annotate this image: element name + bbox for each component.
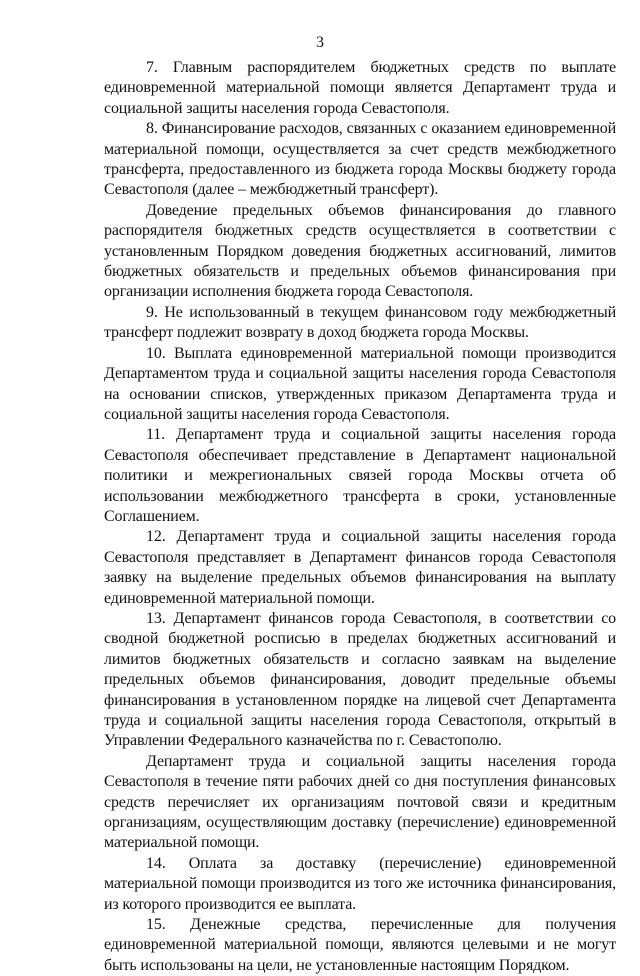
page-number: 3 [316,34,324,51]
paragraph-12: 12. Департамент труда и социальной защиты населения города Севастополя представляет в Департамент финансов города Севастополя заявку на выделение предельных объемов финансирования на выплату единовременной материальной помощи. [104,528,616,607]
paragraph-10: 10. Выплата единовременной материальной помощи производится Департаментом труда и социальной защиты населения города Севастополя на основании списков, утвержденных приказом Департамента труда и социальной защиты населения города Севастополя. [104,344,616,423]
paragraph-8: 8. Финансирование расходов, связанных с оказанием единовременной материальной помощи, осуществляется за счет средств межбюджетного трансферта, предоставленного из бюджета города Москвы бюджету города Севастополя (далее – межбюджетный трансферт). [104,120,616,199]
paragraph-11: 11. Департамент труда и социальной защиты населения города Севастополя обеспечивает представление в Департамент национальной политики и межрегиональных связей города Москвы отчета об использовании межбюджетного трансферта в сроки, установленные Соглашением. [104,426,616,525]
paragraph-9: 9. Не использованный в текущем финансовом году межбюджетный трансферт подлежит возврату в доход бюджета города Москвы. [104,303,616,342]
paragraph-7: 7. Главным распорядителем бюджетных средств по выплате единовременной материальной помощи является Департамент труда и социальной защиты населения города Севастополя. [104,59,616,117]
paragraph-14: 14. Оплата за доставку (перечисление) единовременной материальной помощи производится из того же источника финансирования, из которого производится ее выплата. [104,854,616,913]
paragraph-8-continued: Доведение предельных объемов финансирования до главного распорядителя бюджетных средств осуществляется в соответствии с установленным Порядком доведения бюджетных ассигнований, лимитов бюджетных обязательств и предельных объемов финансирования при организации исполнения бюджета города Севастополя. [104,201,616,301]
paragraph-15: 15. Денежные средства, перечисленные для получения единовременной материальной помощи, являются целевыми и не могут быть использованы на цели, не установленные настоящим Порядком. [104,916,616,974]
paragraph-13: 13. Департамент финансов города Севастополя, в соответствии со сводной бюджетной росписью в пределах бюджетных ассигнований и лимитов бюджетных обязательств и согласно заявкам на выделение предельных объемов финансирования, доводит предельные объемы финансирования в установленном порядке на лицевой счет Департамента труда и социальной защиты населения города Севастополя, открытый в Управлении Федерального казначейства по г. Севастополю. [104,609,616,750]
paragraph-13-continued: Департамент труда и социальной защиты населения города Севастополя в течение пяти рабочих дней со дня поступления финансовых средств перечисляет их организациям почтовой связи и кредитным организациям, осуществляющим доставку (перечисление) единовременной материальной помощи. [104,752,616,852]
document-body [104,58,616,976]
